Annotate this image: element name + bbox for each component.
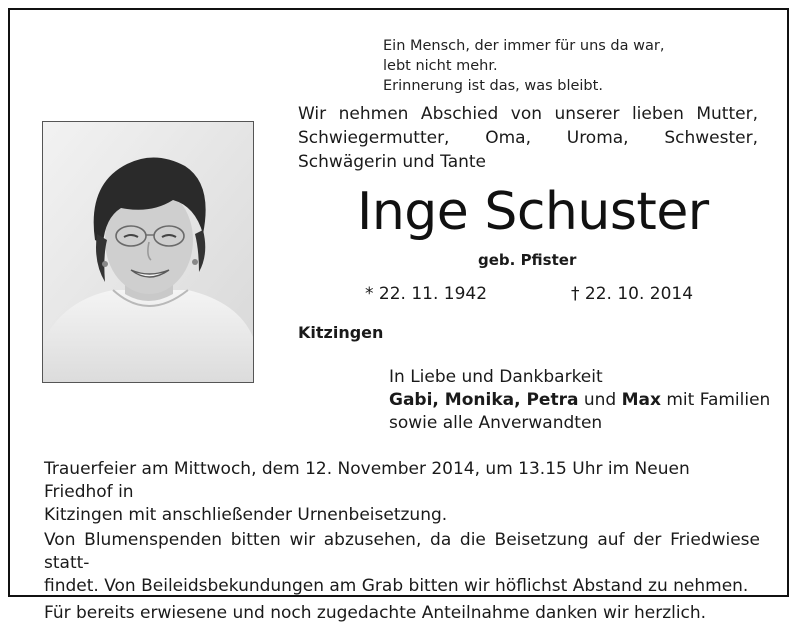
motto-verse bbox=[383, 36, 664, 96]
death-date: † 22. 10. 2014 bbox=[571, 284, 694, 304]
funeral-line: Kitzingen mit anschließender Urnenbeisetzung. bbox=[44, 505, 448, 525]
maiden-name: geb. Pfister bbox=[478, 251, 577, 269]
flowers-line: findet. Von Beileidsbekundungen am Grab bitten wir höflichst Abstand zu nehmen. bbox=[44, 576, 749, 596]
funeral-line: Trauerfeier am Mittwoch, dem 12. November 2014, um 13.15 Uhr im Neuen Friedhof in bbox=[44, 459, 690, 502]
mourner-names-bold: Gabi, Monika, Petra bbox=[389, 390, 579, 410]
motto-line: lebt nicht mehr. bbox=[383, 58, 498, 74]
mourners-relatives: sowie alle Anverwandten bbox=[389, 413, 603, 433]
birth-date: * 22. 11. 1942 bbox=[365, 284, 488, 304]
deceased-name: Inge Schuster bbox=[357, 182, 709, 242]
portrait-photo bbox=[42, 121, 254, 383]
mourner-name-bold: Max bbox=[621, 390, 661, 410]
footer-text bbox=[44, 458, 760, 625]
flowers-notice bbox=[44, 529, 760, 598]
mourners-block bbox=[389, 366, 770, 435]
motto-line: Ein Mensch, der immer für uns da war, bbox=[383, 38, 665, 54]
flowers-line: Von Blumenspenden bitten wir abzusehen, da die Beisetzung auf der Friedwiese statt- bbox=[44, 530, 760, 573]
portrait-photo-icon bbox=[43, 122, 253, 382]
funeral-info bbox=[44, 458, 760, 527]
motto-line: Erinnerung ist das, was bleibt. bbox=[383, 78, 603, 94]
mourners-intro: In Liebe und Dankbarkeit bbox=[389, 367, 603, 387]
intro-text: Wir nehmen Abschied von unserer lieben Mutter, Schwiegermutter, Oma, Uroma, Schwester, Schwägerin und Tante bbox=[298, 104, 758, 172]
hometown: Kitzingen bbox=[298, 323, 384, 342]
thanks-note: Für bereits erwiesene und noch zugedachte Anteilnahme danken wir herzlich. bbox=[44, 603, 707, 623]
mourner-suffix: mit Familien bbox=[666, 390, 771, 410]
mourners-names bbox=[389, 389, 770, 412]
mourner-conjunction: und bbox=[583, 390, 617, 410]
